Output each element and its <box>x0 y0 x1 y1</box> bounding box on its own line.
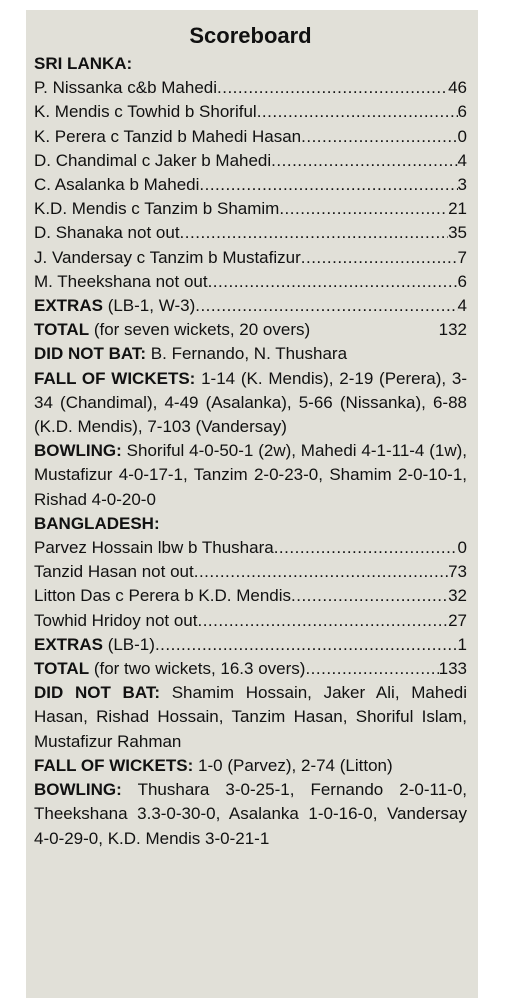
bangladesh-header: BANGLADESH: <box>34 513 160 533</box>
batter-name: C. Asalanka b Mahedi <box>34 175 200 195</box>
batter-name: M. Theekshana not out <box>34 271 208 291</box>
batter-name: Towhid Hridoy not out <box>34 610 198 630</box>
batter-runs: 73 <box>448 562 467 582</box>
did-not-bat-label: DID NOT BAT: <box>34 344 147 364</box>
extras-label: EXTRAS <box>34 296 103 316</box>
extras-value: 4 <box>457 296 467 316</box>
batter-runs: 35 <box>448 223 467 243</box>
batter-row <box>34 76 467 100</box>
bowling-text: Shoriful 4-0-50-1 (2w), Mahedi 4-1-11-4 (1w), Mustafizur 4-0-17-1, Tanzim 2-0-23-0, Shamim 2-0-10-1, Rishad 4-0-20-0 <box>34 441 467 509</box>
did-not-bat-label: DID NOT BAT: <box>34 683 161 703</box>
batter-row <box>34 246 467 270</box>
batter-name: Parvez Hossain lbw b Thushara <box>34 538 274 558</box>
batter-runs: 6 <box>457 102 467 122</box>
total-value: 132 <box>438 320 467 340</box>
did-not-bat-text: B. Fernando, N. Thushara <box>146 344 348 364</box>
scoreboard-title: Scoreboard <box>189 23 312 48</box>
batter-runs: 32 <box>448 586 467 606</box>
did-not-bat-text: Shamim Hossain, Jaker Ali, Mahedi Hasan, Rishad Hossain, Tanzim Hasan, Shoriful Islam, Mustafizur Rahman <box>34 683 468 751</box>
batter-runs: 46 <box>448 78 467 98</box>
extras-detail: (LB-1) <box>102 634 155 654</box>
batter-row <box>34 197 467 221</box>
batter-row <box>34 125 467 149</box>
batter-row <box>34 560 467 584</box>
batter-row <box>34 100 467 124</box>
batter-name: K. Perera c Tanzid b Mahedi Hasan <box>34 126 302 146</box>
batter-name: Tanzid Hasan not out <box>34 562 194 582</box>
batter-runs: 7 <box>457 247 467 267</box>
total-value: 133 <box>438 659 467 679</box>
bowling <box>34 778 467 851</box>
batter-runs: 6 <box>457 271 467 291</box>
batter-name: K.D. Mendis c Tanzim b Shamim <box>34 199 280 219</box>
batter-row <box>34 149 467 173</box>
bowling <box>34 439 467 512</box>
batter-runs: 21 <box>448 199 467 219</box>
batter-row <box>34 221 467 245</box>
sri-lanka-header: SRI LANKA: <box>34 54 133 73</box>
fall-of-wickets <box>34 754 467 778</box>
did-not-bat <box>34 681 467 754</box>
total-detail: (for two wickets, 16.3 overs) <box>89 659 306 679</box>
batter-name: D. Chandimal c Jaker b Mahedi <box>34 150 272 170</box>
batter-runs: 0 <box>457 538 467 558</box>
batter-name: Litton Das c Perera b K.D. Mendis <box>34 586 292 606</box>
batter-row <box>34 536 467 560</box>
batter-name: K. Mendis c Towhid b Shoriful <box>34 102 257 122</box>
batter-name: J. Vandersay c Tanzim b Mustafizur <box>34 247 301 267</box>
extras-label: EXTRAS <box>34 634 103 654</box>
batter-runs: 27 <box>448 610 467 630</box>
total-row <box>34 657 467 681</box>
batter-row <box>34 173 467 197</box>
fall-of-wickets-text: 1-0 (Parvez), 2-74 (Litton) <box>193 755 393 775</box>
batter-runs: 4 <box>457 150 467 170</box>
extras-row <box>34 633 467 657</box>
extras-row <box>34 294 467 318</box>
fall-of-wickets <box>34 367 467 440</box>
extras-detail: (LB-1, W-3) <box>102 296 196 316</box>
total-label: TOTAL <box>34 659 90 679</box>
scoreboard-panel <box>26 10 478 998</box>
fall-of-wickets-label: FALL OF WICKETS: <box>34 755 194 775</box>
bowling-label: BOWLING: <box>34 780 122 800</box>
batter-runs: 0 <box>457 126 467 146</box>
total-detail: (for seven wickets, 20 overs) <box>89 320 311 340</box>
batter-name: D. Shanaka not out <box>34 223 180 243</box>
fall-of-wickets-text: 1-14 (K. Mendis), 2-19 (Perera), 3-34 (Chandimal), 4-49 (Asalanka), 5-66 (Nissanka), 6-88 (K.D. Mendis), 7-103 (Vandersay) <box>34 368 467 437</box>
bowling-text: Thushara 3-0-25-1, Fernando 2-0-11-0, Theekshana 3.3-0-30-0, Asalanka 1-0-16-0, Vandersay 4-0-29-0, K.D. Mendis 3-0-21-1 <box>34 780 467 848</box>
batter-name: P. Nissanka c&b Mahedi <box>34 78 218 98</box>
fall-of-wickets-label: FALL OF WICKETS: <box>34 368 196 388</box>
batter-row <box>34 270 467 294</box>
bowling-label: BOWLING: <box>34 441 122 461</box>
total-row <box>34 318 467 342</box>
total-label: TOTAL <box>34 320 90 340</box>
did-not-bat <box>34 342 467 366</box>
batter-runs: 3 <box>457 175 467 195</box>
extras-value: 1 <box>457 634 467 654</box>
batter-row <box>34 584 467 608</box>
batter-row <box>34 609 467 633</box>
